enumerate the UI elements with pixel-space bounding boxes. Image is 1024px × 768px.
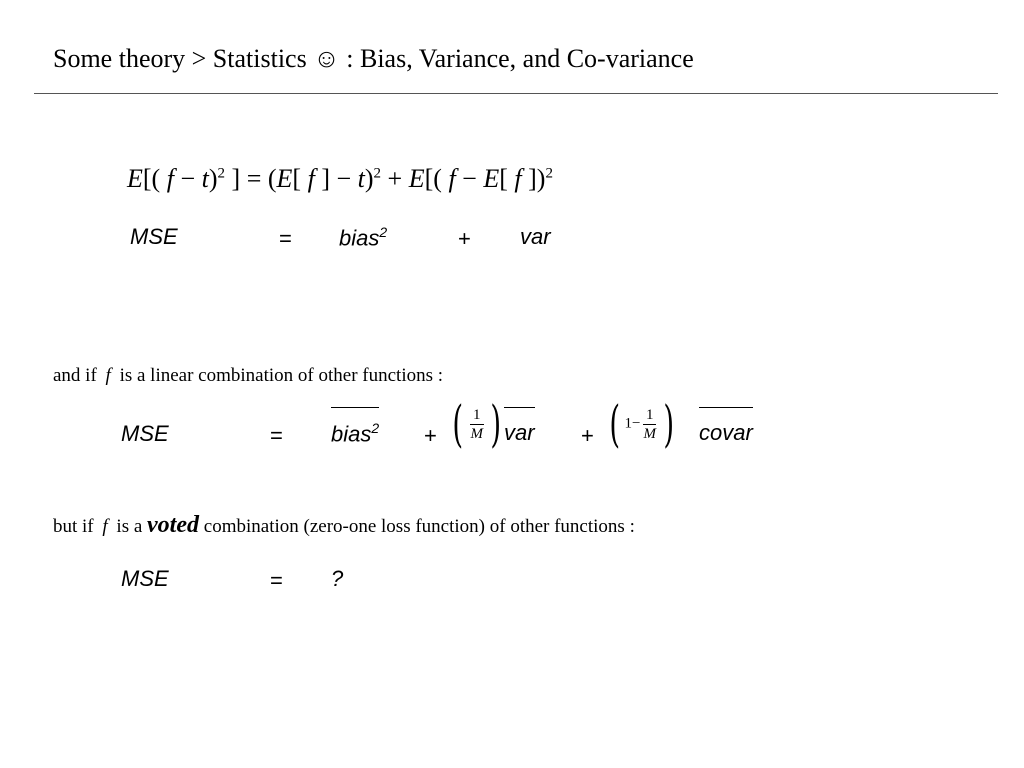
fraction-denominator: M bbox=[643, 425, 656, 442]
linear-combination-text bbox=[53, 365, 443, 387]
title-divider bbox=[34, 93, 998, 94]
eq-symbol: E bbox=[483, 164, 500, 193]
plus-sign: + bbox=[424, 423, 437, 448]
text-fragment: but if bbox=[53, 516, 94, 537]
bias-term bbox=[331, 407, 379, 447]
eq-symbol: t bbox=[201, 164, 209, 193]
bias-exponent: 2 bbox=[371, 420, 380, 436]
left-paren: ( bbox=[452, 395, 464, 453]
eq-symbol: E bbox=[408, 164, 425, 193]
voted-combination-text bbox=[53, 512, 635, 539]
one-over-m-factor bbox=[448, 395, 506, 453]
eq-symbol: ]) bbox=[528, 164, 546, 193]
equals-sign: = bbox=[270, 423, 283, 448]
function-symbol: f bbox=[105, 365, 111, 386]
eq-symbol: ) bbox=[208, 164, 218, 193]
mse-label: MSE bbox=[121, 566, 169, 591]
text-fragment: is a bbox=[116, 516, 143, 537]
bias-label: bias bbox=[339, 225, 380, 251]
var-label: var bbox=[504, 407, 535, 446]
one-minus-one-over-m-factor bbox=[605, 395, 679, 453]
function-symbol: f bbox=[102, 516, 108, 537]
right-paren: ) bbox=[663, 395, 675, 453]
covar-term bbox=[699, 407, 753, 446]
unknown-result: ? bbox=[331, 566, 344, 591]
mse-decomposition-equation bbox=[127, 164, 553, 194]
eq-exponent: 2 bbox=[545, 165, 553, 182]
eq-symbol: f bbox=[307, 164, 315, 193]
eq-symbol: ] = ( bbox=[231, 164, 277, 193]
eq-exponent: 2 bbox=[373, 165, 382, 182]
eq-exponent: 2 bbox=[217, 165, 226, 182]
eq-symbol: E bbox=[276, 164, 293, 193]
fraction bbox=[468, 406, 487, 443]
fraction-numerator: 1 bbox=[470, 406, 484, 425]
eq-symbol: [( bbox=[142, 164, 161, 193]
fraction-numerator: 1 bbox=[643, 406, 657, 425]
bias-term bbox=[339, 224, 387, 251]
page-title: Some theory > Statistics ☺ : Bias, Variance, and Co-variance bbox=[53, 44, 694, 73]
eq-symbol: − bbox=[462, 164, 477, 193]
covar-label: covar bbox=[699, 407, 753, 446]
fraction-denominator: M bbox=[470, 425, 484, 442]
eq-symbol: f bbox=[448, 164, 456, 193]
text-fragment: is a linear combination of other functions : bbox=[119, 365, 444, 386]
var-label: var bbox=[520, 224, 551, 249]
bias-label: bias$^2$ bbox=[331, 407, 379, 447]
equals-sign: = bbox=[279, 226, 292, 251]
eq-symbol: + bbox=[387, 164, 403, 193]
text-fragment: and if bbox=[53, 365, 97, 386]
text-fragment: combination (zero-one loss function) of other functions : bbox=[203, 516, 635, 537]
plus-sign: + bbox=[581, 423, 594, 448]
eq-symbol: f bbox=[514, 164, 522, 193]
right-paren: ) bbox=[490, 395, 502, 453]
one-minus: 1− bbox=[624, 415, 641, 432]
eq-symbol: E bbox=[127, 164, 143, 193]
eq-symbol: ) bbox=[364, 164, 374, 193]
eq-symbol: f bbox=[166, 164, 174, 193]
eq-symbol: [ bbox=[292, 164, 302, 193]
eq-symbol: [ bbox=[499, 164, 508, 193]
bias-exponent: 2 bbox=[379, 224, 388, 240]
plus-sign: + bbox=[458, 226, 471, 251]
equals-sign: = bbox=[270, 568, 283, 593]
eq-symbol: [( bbox=[424, 164, 442, 193]
left-paren: ( bbox=[609, 395, 621, 453]
eq-symbol: − bbox=[180, 164, 196, 193]
var-term bbox=[504, 407, 535, 446]
fraction bbox=[640, 406, 659, 443]
eq-symbol: t bbox=[357, 164, 365, 193]
mse-label: MSE bbox=[130, 224, 178, 249]
eq-symbol: ] − bbox=[321, 164, 352, 193]
voted-emphasis: voted bbox=[147, 512, 200, 538]
mse-label: MSE bbox=[121, 421, 169, 446]
